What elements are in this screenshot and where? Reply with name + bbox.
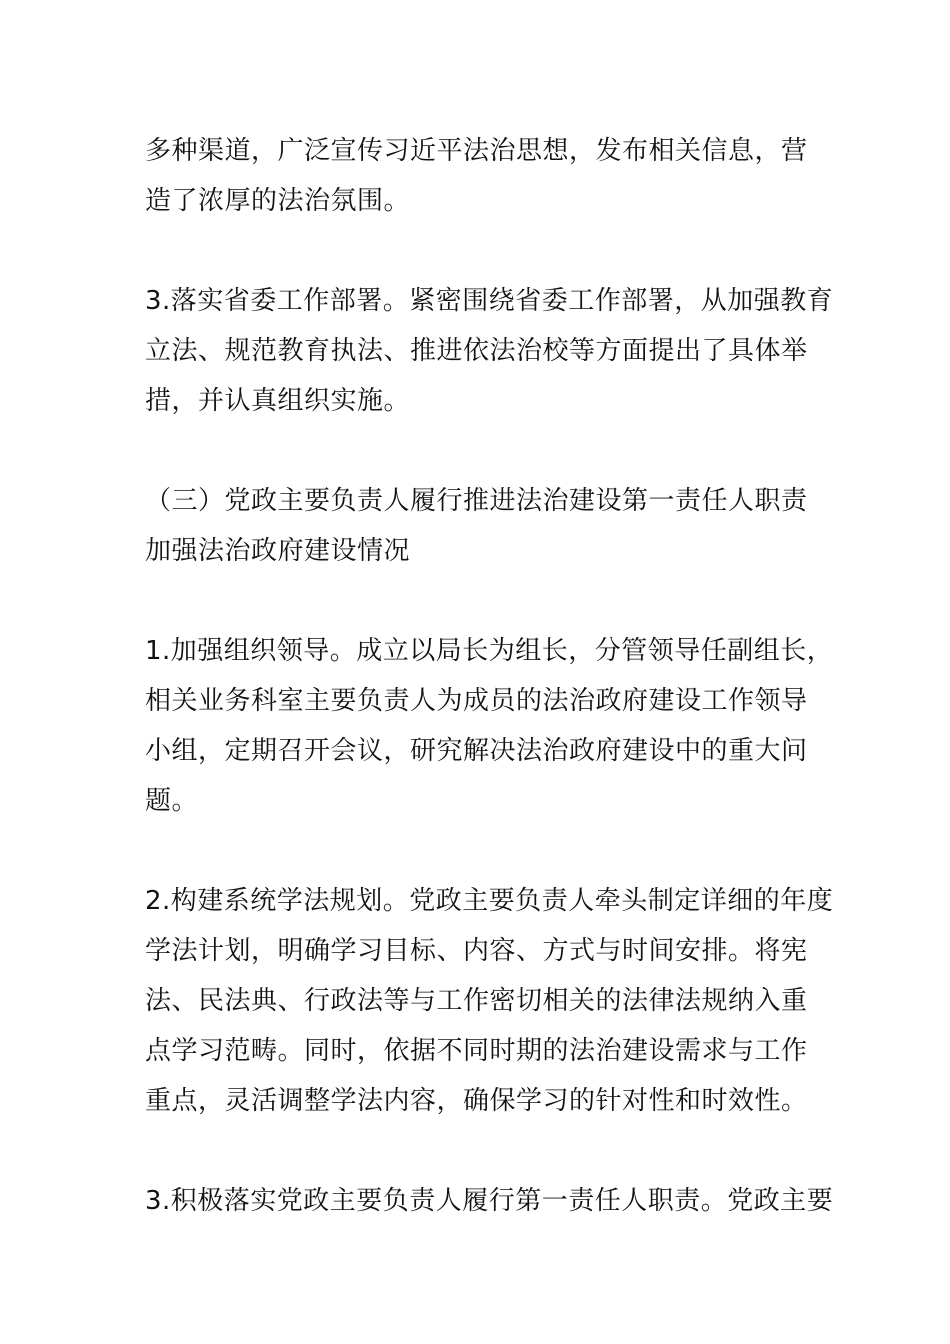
section-heading-3 xyxy=(145,476,807,576)
paragraph-item-3-deployment xyxy=(145,276,834,426)
text-line: 造了浓厚的法治氛围。 xyxy=(145,186,411,216)
text-line: 法、民法典、行政法等与工作密切相关的法律法规纳入重 xyxy=(145,986,808,1016)
text-line: 3.落实省委工作部署。紧密围绕省委工作部署，从加强教育 xyxy=(145,286,834,316)
document-body xyxy=(145,126,834,1276)
heading-line: 加强法治政府建设情况 xyxy=(145,536,411,566)
text-line: 点学习范畴。同时，依据不同时期的法治建设需求与工作 xyxy=(145,1036,808,1066)
text-line: 多种渠道，广泛宣传习近平法治思想，发布相关信息，营 xyxy=(145,136,808,166)
text-line: 立法、规范教育执法、推进依法治校等方面提出了具体举 xyxy=(145,336,808,366)
text-line: 小组，定期召开会议，研究解决法治政府建设中的重大问 xyxy=(145,736,808,766)
text-line: 学法计划，明确学习目标、内容、方式与时间安排。将宪 xyxy=(145,936,808,966)
paragraph-item-3-responsibility xyxy=(145,1176,834,1226)
text-line: 相关业务科室主要负责人为成员的法治政府建设工作领导 xyxy=(145,686,808,716)
text-line: 1.加强组织领导。成立以局长为组长，分管领导任副组长， xyxy=(145,636,834,666)
text-line: 3.积极落实党政主要负责人履行第一责任人职责。党政主要 xyxy=(145,1186,834,1216)
text-line: 措，并认真组织实施。 xyxy=(145,386,411,416)
paragraph-item-2-study-plan xyxy=(145,876,834,1126)
heading-line: （三）党政主要负责人履行推进法治建设第一责任人职责 xyxy=(145,486,808,516)
text-line: 重点，灵活调整学法内容，确保学习的针对性和时效性。 xyxy=(145,1086,808,1116)
text-line: 2.构建系统学法规划。党政主要负责人牵头制定详细的年度 xyxy=(145,886,834,916)
paragraph-item-1-leadership xyxy=(145,626,834,826)
paragraph-publicity xyxy=(145,126,807,226)
text-line: 题。 xyxy=(145,786,199,816)
